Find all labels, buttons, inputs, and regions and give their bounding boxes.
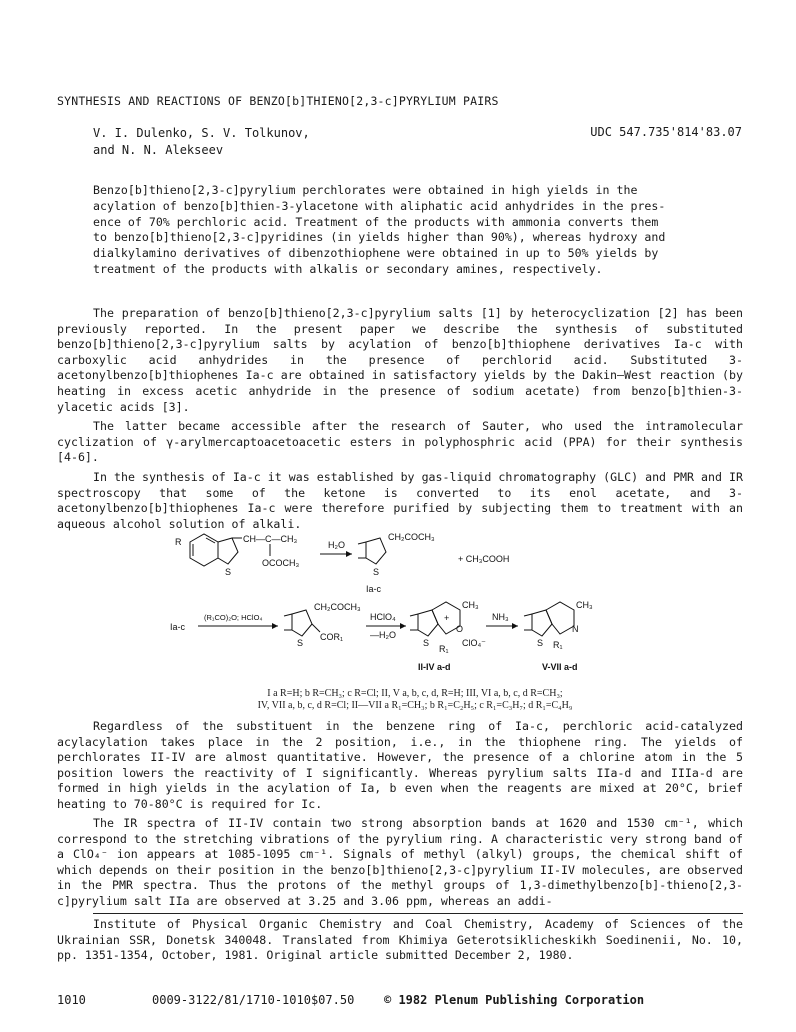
perchlorate-counterion: ClO₄⁻: [462, 638, 486, 648]
reaction-scheme: [170, 530, 630, 680]
arrow-head: [400, 623, 406, 629]
oxygen-label: O: [456, 624, 464, 634]
arrow-head: [512, 623, 518, 629]
sulfur-label: S: [423, 638, 430, 648]
acylated-thiophene-structure: [284, 610, 320, 636]
acetonyl-label: CH₂COCH₃: [388, 532, 435, 542]
article-code: 0009-3122/81/1710-1010$07.50: [152, 993, 355, 1007]
compound-legend-line: I a R=H; b R=CH₃; c R=Cl; II, V a, b, c, d, R=H; III, VI a, b, c, d R=CH₃;: [267, 688, 563, 699]
water-elimination-label: —H₂O: [370, 630, 396, 640]
abstract-line: treatment of the products with alkalis or secondary amines, respectively.: [93, 261, 603, 276]
affiliation-footnote: Institute of Physical Organic Chemistry and Coal Chemistry, Academy of Sciences of the Ukrainian SSR, Donetsk 340048. Translated from Khimiya Geterotsiklicheskikh Soedinenii, No. 10, pp. 1351-1354, October, 1981. Original article submitted December 2, 1980.: [57, 917, 743, 963]
abstract: [93, 183, 699, 278]
authors-line-1: V. I. Dulenko, S. V. Tolkunov,: [93, 126, 310, 140]
side-chain-label: CH—C—CH₃: [243, 534, 298, 544]
article-title: SYNTHESIS AND REACTIONS OF BENZO[b]THIENO[2,3-c]PYRYLIUM PAIRS: [57, 94, 499, 108]
compound-legend: [175, 688, 655, 712]
abstract-line: Benzo[b]thieno[2,3-c]pyrylium perchlorates were obtained in high yields in the: [93, 183, 638, 197]
thiophene-structure: [358, 538, 386, 564]
sulfur-label: S: [537, 638, 544, 648]
abstract-line: to benzo[b]thieno[2,3-c]pyridines (in yields higher than 90%), whereas hydroxy and: [93, 230, 666, 245]
sulfur-label: S: [297, 638, 304, 648]
abstract-line: acylation of benzo[b]thien-3-ylacetone with aliphatic acid anhydrides in the pres-: [93, 198, 666, 213]
compound-label-ii-iv: II-IV a-d: [418, 662, 451, 672]
body-paragraph-5: The IR spectra of II-IV contain two strong absorption bands at 1620 and 1530 cm⁻¹, which correspond to the stretching vibrations of the pyrylium ring. A characteristic very strong band of a ClO₄⁻ ion appears at 1085-1095 cm⁻¹. Signals of methyl (alkyl) groups, the chemical shift of which depends on their position in the benzo[b]thieno[2,3-c]pyrylium II-IV molecules, are observed in the PMR spectra. Thus the protons of the methyl groups of 1,3-dimethylbenzo[b]-thieno[2,3-c]pyrylium salt IIa are observed at 3.25 and 3.06 ppm, whereas an addi-: [57, 816, 743, 908]
footnote-divider: [93, 913, 743, 914]
r1-substituent: R₁: [553, 640, 563, 650]
nitrogen-label: N: [572, 624, 579, 634]
sulfur-label: S: [373, 567, 380, 577]
abstract-line: ence of 70% perchloric acid. Treatment of the products with ammonia converts them: [93, 214, 659, 229]
acylation-reagent: (R₁CO)₂O; HClO₄: [204, 613, 263, 622]
arrow-head: [346, 551, 352, 557]
r1-substituent: R₁: [439, 644, 449, 654]
r-substituent-label: R: [175, 537, 182, 547]
acetonyl-label: CH₂COCH₃: [314, 602, 361, 612]
udc-code: UDC 547.735'814'83.07: [590, 125, 742, 139]
starting-material-label: Ia-c: [170, 622, 186, 632]
body-paragraph-4: Regardless of the substituent in the benzene ring of Ia-c, perchloric acid-catalyzed acylacylation takes place in the 2 position, i.e., in the thiophene ring. The yields of perchlorates II-IV are almost quantitative. However, the presence of a chlorine atom in the 5 position lowers the reactivity of I significantly. Whereas pyrylium salts IIa-d and IIIa-d are formed in high yields in the acylation of Ia, b even when the reagents are mixed at 20°C, brief heating to 70-80°C is required for Ic.: [57, 719, 743, 811]
enol-acetate-label: OCOCH₃: [262, 558, 300, 568]
pyridine-structure: [524, 602, 574, 636]
author-list: [93, 125, 310, 159]
copyright-notice: © 1982 Plenum Publishing Corporation: [384, 993, 645, 1007]
water-reagent: H₂O: [328, 540, 345, 550]
acyl-group-label: COR₁: [320, 632, 344, 642]
arrow-head: [272, 623, 278, 629]
methyl-label: CH₃: [576, 600, 593, 610]
abstract-line: dialkylamino derivatives of dibenzothiophene were obtained in up to 50% yields by: [93, 246, 659, 261]
pyrylium-structure: [410, 602, 460, 636]
compound-label-ia-c: Ia-c: [366, 584, 382, 594]
positive-charge: +: [444, 613, 450, 623]
body-paragraph-2: The latter became accessible after the research of Sauter, who used the intramolecular cyclization of γ-arylmercaptoacetoacetic esters in polyphosphric acid (PPA) for their synthesis [4-6].: [57, 419, 743, 465]
page-number: 1010: [57, 993, 86, 1007]
benzothiophene-structure: [190, 534, 238, 566]
perchloric-acid-reagent: HClO₄: [370, 612, 396, 622]
compound-label-v-vii: V-VII a-d: [542, 662, 578, 672]
acetic-acid-label: + CH₃COOH: [458, 554, 510, 564]
compound-legend-line: IV, VII a, b, c, d R=Cl; II—VII a R₁=CH₃; b R₁=C₂H₅; c R₁=C₃H₇; d R₁=C₄H₉: [257, 700, 573, 711]
authors-line-2: and N. N. Alekseev: [93, 143, 224, 157]
sulfur-label: S: [225, 567, 232, 577]
methyl-label: CH₃: [462, 600, 479, 610]
body-paragraph-1: The preparation of benzo[b]thieno[2,3-c]pyrylium salts [1] by heterocyclization [2] has been previously reported. In the present paper we describe the synthesis of substituted benzo[b]thieno[2,3-c]pyrylium salts by acylation of benzo[b]thiophene derivatives Ia-c with carboxylic acid anhydrides in the presence of perchlorid acid. Substituted 3-acetonylbenzo[b]thiophenes Ia-c are obtained in satisfactory yields by the Dakin—West reaction (by heating in excess acetic anhydride in the presence of sodium acetate) from benzo[b]thien-3-ylacetic acids [3].: [57, 306, 743, 414]
ammonia-reagent: NH₃: [492, 612, 509, 622]
body-paragraph-3: In the synthesis of Ia-c it was established by gas-liquid chromatography (GLC) and PMR and IR spectroscopy that some of the ketone is converted to its enol acetate, and 3-acetonylbenzo[b]thiophenes Ia-c were therefore purified by subjecting them to treatment with an aqueous alcohol solution of alkali.: [57, 470, 743, 531]
